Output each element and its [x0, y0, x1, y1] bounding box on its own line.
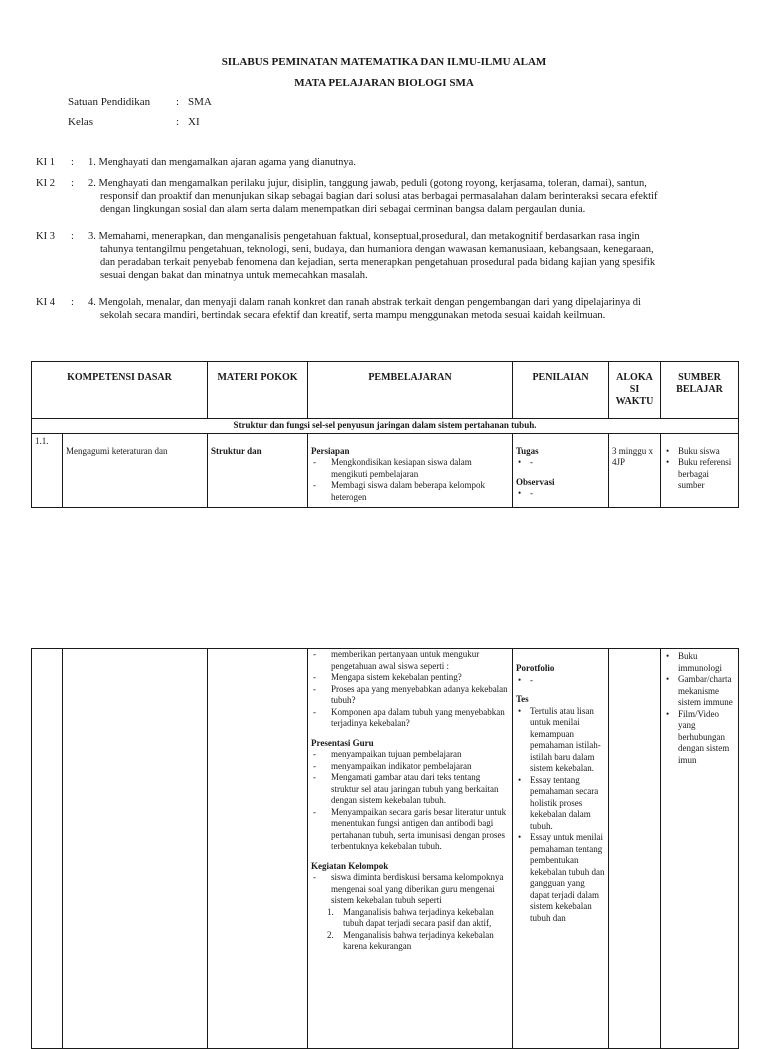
alokasi-text [609, 649, 661, 1049]
list-item: - menyampaikan tujuan pembelajaran [311, 749, 509, 761]
info-label: Kelas [68, 116, 94, 128]
ki-text: tahunya tentangilmu pengetahuan, teknologi, seni, budaya, dan humaniora dengan wawasan kemanusiaan, kebangsaan, kenegaraan, [100, 244, 654, 255]
observasi-heading: Observasi [516, 476, 555, 487]
ki-text: 2. Menghayati dan mengamalkan perilaku jujur, disiplin, tanggung jawab, peduli (gotong royong, kerjasama, toleran, damai), santun, [88, 178, 647, 189]
list-item: - Mengamati gambar atau dari teks tentang struktur sel atau jaringan tubuh yang berkaitan dengan sistem kekebalan tubuh. [311, 772, 509, 807]
list-item: • Buku siswa [664, 446, 735, 458]
ki-text: 4. Mengolah, menalar, dan menyaji dalam ranah konkret dan ranah abstrak terkait dengan pengembangan dari yang dipelajarinya di [88, 297, 641, 308]
list-item: • Essay untuk menilai pemahaman tentang pembentukan kekebalan tubuh dan gangguan yang dapat terjadi dalam sistem kekebalan tubuh dan [516, 832, 605, 924]
list-item: • Buku immunologi [664, 651, 735, 674]
ki-code: KI 1 [36, 157, 55, 168]
tes-heading: Tes [516, 694, 529, 704]
header-sumber-belajar: SUMBER BELAJAR [661, 362, 739, 419]
list-item: - Komponen apa dalam tubuh yang menyebabkan terjadinya kekebalan? [311, 707, 509, 730]
info-value: SMA [188, 96, 212, 108]
list-item: • - [516, 488, 605, 500]
info-row-kelas: Kelas : XI [68, 116, 200, 128]
list-item: • - [516, 457, 605, 469]
list-item: • Tertulis atau lisan untuk menilai kemampuan pemahaman istilah-istilah baru dalam sistem kekebalan. [516, 706, 605, 775]
header-kompetensi-dasar: KOMPETENSI DASAR [32, 362, 208, 419]
list-item: • Gambar/charta mekanisme sistem immune [664, 674, 735, 709]
ki-text: sesuai dengan bakat dan minatnya untuk memecahkan masalah. [100, 270, 368, 281]
info-label: Satuan Pendidikan [68, 96, 151, 108]
section-title: Struktur dan fungsi sel-sel penyusun jaringan dalam sistem pertahanan tubuh. [32, 419, 739, 434]
list-item: - Mengkondisikan kesiapan siswa dalam mengikuti pembelajaran [311, 457, 509, 480]
list-item: - siswa diminta berdiskusi bersama kelompoknya mengenai soal yang diberikan guru mengenai sistem kekebalan tubuh seperti [311, 872, 509, 907]
ki-code: KI 2 [36, 178, 55, 189]
list-item: - menyampaikan indikator pembelajaran [311, 761, 509, 773]
ki-text: 1. Menghayati dan mengamalkan ajaran agama yang dianutnya. [88, 157, 356, 168]
info-value: XI [188, 116, 200, 128]
ki-text: dengan lingkungan sosial dan alam serta dalam menempatkan diri sebagai cerminan bangsa dalam pergaulan dunia. [100, 204, 586, 215]
ki-text: sekolah secara mandiri, bertindak secara efektif dan kreatif, serta mampu menggunakan metoda sesuai kaidah keilmuan. [100, 310, 606, 321]
document-subtitle: MATA PELAJARAN BIOLOGI SMA [294, 77, 474, 89]
kd-number [32, 649, 63, 1049]
info-row-satuan: Satuan Pendidikan : SMA [68, 96, 212, 108]
kd-number: 1.1. [32, 433, 63, 507]
kd-text: Mengagumi keteraturan dan [63, 433, 208, 507]
header-penilaian: PENILAIAN [513, 362, 609, 419]
list-item: • Buku referensi berbagai sumber [664, 457, 735, 492]
sumber-cell [661, 433, 739, 507]
materi-text [208, 649, 308, 1049]
syllabus-table-page2 [31, 648, 739, 1049]
syllabus-table-page1 [31, 361, 739, 508]
ki-code: KI 4 [36, 297, 55, 308]
list-item: 1. Manganalisis bahwa terjadinya kekebalan tubuh dapat terjadi secara pasif dan aktif, [327, 906, 494, 928]
kelompok-heading: Kegiatan Kelompok [311, 860, 389, 871]
presentasi-heading: Presentasi Guru [311, 737, 374, 748]
header-materi-pokok: MATERI POKOK [208, 362, 308, 419]
list-item: - Menyampaikan secara garis besar literatur untuk menentukan fungsi antigen dan antibodi bagi pertahanan tubuh, serta imunisasi dengan proses terbentuknya kekebalan tubuh. [311, 807, 509, 853]
list-item: • Film/Video yang berhubungan dengan sistem imun [664, 709, 735, 767]
header-alokasi-waktu: ALOKA SI WAKTU [609, 362, 661, 419]
ki-code: KI 3 [36, 231, 55, 242]
ki-text: responsif dan proaktif dan menunjukan sikap sebagai bagian dari solusi atas berbagai permasalahan dalam berinteraksi secara efektif [100, 191, 658, 202]
list-item: • - [516, 675, 605, 687]
list-item: 2. Menganalisis bahwa terjadinya kekebalan karena kekurangan [327, 929, 494, 951]
ki-text: dan peradaban terkait penyebab fenomena dan kejadian, serta menerapkan pengetahuan prosedural pada bidang kajian yang spesifik [100, 257, 656, 268]
header-pembelajaran: PEMBELAJARAN [308, 362, 513, 419]
tugas-heading: Tugas [516, 445, 539, 456]
sumber-cell [661, 649, 739, 1049]
pembelajaran-cell [308, 649, 513, 1049]
list-item: - Mengapa sistem kekebalan penting? [311, 672, 509, 684]
list-item: - memberikan pertanyaan untuk mengukur pengetahuan awal siswa seperti : [311, 649, 509, 672]
ki-text: 3. Memahami, menerapkan, dan menganalisis pengetahuan faktual, konseptual,prosedural, dan metakognitif berdasarkan rasa ingin [88, 231, 640, 242]
document-title: SILABUS PEMINATAN MATEMATIKA DAN ILMU-ILMU ALAM [221, 56, 547, 68]
pembelajaran-cell [308, 433, 513, 507]
penilaian-cell [513, 433, 609, 507]
materi-text: Struktur dan [208, 433, 308, 507]
list-item: • Essay tentang pemahaman secara holistik proses kekebalan dalam tubuh. [516, 775, 605, 833]
portofolio-heading: Porotfolio [516, 663, 555, 673]
penilaian-cell [513, 649, 609, 1049]
list-item: - Membagi siswa dalam beberapa kelompok heterogen [311, 480, 509, 503]
kd-text [63, 649, 208, 1049]
alokasi-text: 3 minggu x 4JP [609, 433, 661, 507]
persiapan-heading: Persiapan [311, 445, 350, 456]
list-item: - Proses apa yang menyebabkan adanya kekebalan tubuh? [311, 684, 509, 707]
